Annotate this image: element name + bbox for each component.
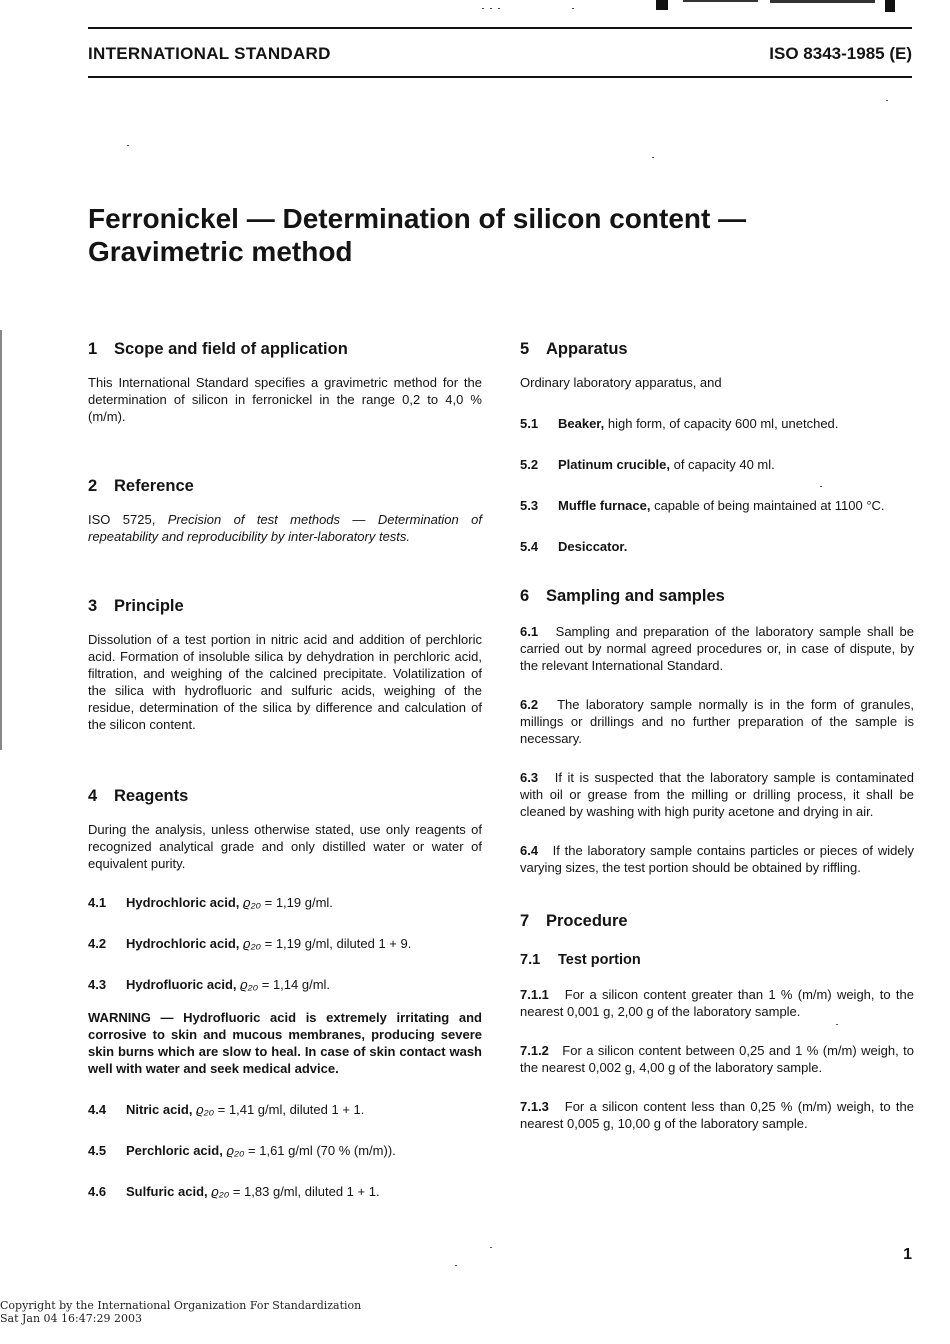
section-reagents [88, 785, 482, 1200]
section-heading: 6 Sampling and samples [520, 587, 725, 605]
reagent-item: 4.3 Hydrofluoric acid, ϱ₂₀ = 1,14 g/ml. [88, 977, 331, 992]
reagent-item: 4.2 Hydrochloric acid, ϱ₂₀ = 1,19 g/ml, diluted 1 + 9. [88, 936, 412, 951]
section-heading: 7 Procedure [520, 912, 628, 930]
section-reference [88, 475, 482, 545]
section-scope [88, 338, 482, 425]
left-column [88, 338, 482, 1200]
apparatus-item: 5.2 Platinum crucible, of capacity 40 ml. [520, 457, 775, 472]
scan-speck [127, 145, 129, 146]
apparatus-item: 5.1 Beaker, high form, of capacity 600 ml, unetched. [520, 416, 839, 431]
sampling-item: 6.4 If the laboratory sample contains particles or pieces of widely varying sizes, the test portion should be obtained by riffling. [520, 843, 914, 875]
procedure-item: 7.1.1 For a silicon content greater than 1 % (m/m) weigh, to the nearest 0,001 g, 2,00 g of the laboratory sample. [520, 987, 914, 1019]
reference-text: ISO 5725, Precision of test methods — Determination of repeatability and reproducibility by inter-laboratory tests. [88, 512, 482, 544]
apparatus-item: 5.4 Desiccator. [520, 539, 628, 554]
apparatus-intro: Ordinary laboratory apparatus, and [520, 375, 722, 390]
section-principle [88, 595, 482, 733]
scan-speck [886, 100, 888, 101]
scan-artifacts [0, 0, 950, 14]
reagent-item: 4.4 Nitric acid, ϱ₂₀ = 1,41 g/ml, diluted 1 + 1. [88, 1102, 365, 1117]
standard-number: ISO 8343-1985 (E) [769, 44, 912, 63]
reagents-intro: During the analysis, unless otherwise stated, use only reagents of recognized analytical grade and only distilled water or water of equivalent purity. [88, 822, 482, 871]
title-line-1: Ferronickel — Determination of silicon content — [88, 203, 747, 234]
scan-speck [820, 486, 822, 487]
scan-speck [490, 1247, 492, 1248]
section-heading: 5 Apparatus [520, 340, 628, 358]
document-title [88, 202, 888, 268]
right-column [520, 338, 914, 1132]
reagent-item: 4.6 Sulfuric acid, ϱ₂₀ = 1,83 g/ml, diluted 1 + 1. [88, 1184, 380, 1199]
principle-text: Dissolution of a test portion in nitric acid and addition of perchloric acid. Formation of insoluble silica by dehydration in perchloric acid, filtration, and weighing of the calcined precipitate. Volatilization of the silica with hydrofluoric and sulfuric acids, weighing of the residue, determination of the silica by difference and calculation of the silicon content. [88, 632, 482, 732]
copyright-footer [0, 1299, 361, 1325]
section-heading: 3 Principle [88, 597, 184, 615]
page-number: 1 [903, 1246, 912, 1263]
sampling-item: 6.2 The laboratory sample normally is in the form of granules, millings or drillings and no further preparation of the sample is necessary. [520, 697, 914, 746]
header-rule-top [88, 27, 912, 29]
scan-edge [0, 330, 2, 750]
apparatus-item: 5.3 Muffle furnace, capable of being maintained at 1100 °C. [520, 498, 885, 513]
sampling-item: 6.3 If it is suspected that the laboratory sample is contaminated with oil or grease from the milling or drilling process, it shall be cleaned by washing with high purity acetone and drying in air. [520, 770, 914, 819]
procedure-item: 7.1.2 For a silicon content between 0,25 and 1 % (m/m) weigh, to the nearest 0,002 g, 4,00 g of the laboratory sample. [520, 1043, 914, 1075]
scan-speck [455, 1265, 457, 1266]
title-line-2: Gravimetric method [88, 236, 353, 267]
copyright-line: Copyright by the International Organization For Standardization [0, 1299, 362, 1312]
header-rule-bottom [88, 76, 912, 78]
header-label: INTERNATIONAL STANDARD [88, 44, 331, 63]
section-procedure [520, 910, 914, 1132]
section-sampling [520, 585, 914, 876]
hf-warning: WARNING — Hydrofluoric acid is extremely irritating and corrosive to skin and mucous membranes, producing severe skin burns which are slow to heal. In case of skin contact wash well with water and seek medical advice. [88, 1010, 482, 1076]
section-apparatus [520, 338, 914, 555]
reagent-item: 4.5 Perchloric acid, ϱ₂₀ = 1,61 g/ml (70 % (m/m)). [88, 1143, 396, 1158]
section-heading: 4 Reagents [88, 787, 189, 805]
sampling-item: 6.1 Sampling and preparation of the laboratory sample shall be carried out by normal agreed procedures or, in case of dispute, by the relevant International Standard. [520, 624, 914, 673]
scan-speck [836, 1024, 838, 1025]
scan-speck [652, 157, 654, 158]
reagent-item: 4.1 Hydrochloric acid, ϱ₂₀ = 1,19 g/ml. [88, 895, 333, 910]
procedure-item: 7.1.3 For a silicon content less than 0,25 % (m/m) weigh, to the nearest 0,005 g, 10,00 g of the laboratory sample. [520, 1099, 914, 1131]
section-heading: 2 Reference [88, 477, 194, 495]
section-heading: 1 Scope and field of application [88, 340, 348, 358]
subsection-heading: 7.1 Test portion [520, 952, 641, 968]
scope-text: This International Standard specifies a gravimetric method for the determination of silicon in ferronickel in the range 0,2 to 4,0 % (m/m). [88, 375, 482, 424]
timestamp-line: Sat Jan 04 16:47:29 2003 [0, 1312, 142, 1325]
